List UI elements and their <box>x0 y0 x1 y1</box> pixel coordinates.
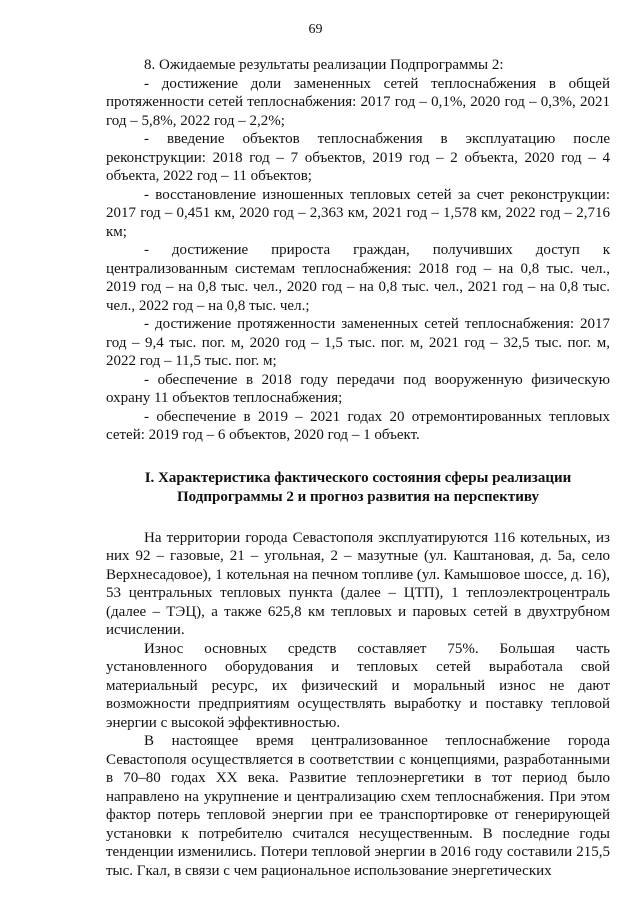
page-content <box>106 56 610 880</box>
result-item: - обеспечение в 2019 – 2021 годах 20 отремонтированных тепловых сетей: 2019 год – 6 объектов, 2020 год – 1 объект. <box>106 408 610 443</box>
page-number: 69 <box>308 22 323 37</box>
section-1-heading <box>106 469 610 507</box>
result-item: - обеспечение в 2018 году передачи под вооруженную физическую охрану 11 объектов теплоснабжения; <box>106 371 610 406</box>
section-1-heading-line-2: Подпрограммы 2 и прогноз развития на перспективу <box>177 488 539 505</box>
section-8-title: 8. Ожидаемые результаты реализации Подпрограммы 2: <box>144 57 504 73</box>
result-item: - введение объектов теплоснабжения в эксплуатацию после реконструкции: 2018 год – 7 объектов, 2019 год – 2 объекта, 2020 год – 4 объекта, 2022 год – 11 объектов; <box>106 131 610 184</box>
section-1-heading-line-1: I. Характеристика фактического состояния сферы реализации <box>144 469 572 486</box>
body-paragraph: На территории города Севастополя эксплуатируются 116 котельных, из них 92 – газовые, 21 – угольная, 2 – мазутные (ул. Каштановая, д. 5а, село Верхнесадовое), 1 котельная на печном топливе (ул. Камышовое шоссе, д. 16), 53 центральных тепловых пункта (далее – ЦТП), 1 теплоэлектроцентраль (далее – ТЭЦ), а также 625,8 км тепловых и паровых сетей в двухтрубном исчислении. <box>106 529 610 638</box>
result-item: - достижение доли замененных сетей теплоснабжения в общей протяженности сетей теплоснабжения: 2017 год – 0,1%, 2020 год – 0,3%, 2021 год – 5,8%, 2022 год – 2,2%; <box>106 75 610 129</box>
result-item: - восстановление изношенных тепловых сетей за счет реконструкции: 2017 год – 0,451 км, 2020 год – 2,363 км, 2021 год – 1,578 км, 2022 год – 2,716 км; <box>106 186 610 240</box>
result-item: - достижение протяженности замененных сетей теплоснабжения: 2017 год – 9,4 тыс. пог. м, 2020 год – 1,5 тыс. пог. м, 2021 год – 32,5 тыс. пог. м, 2022 год – 11,5 тыс. пог. м; <box>106 316 610 369</box>
body-paragraph: Износ основных средств составляет 75%. Большая часть установленного оборудования и тепловых сетей выработала свой материальный ресурс, их физический и моральный износ не дают возможности предприятиям осуществлять выработку и поставку тепловой энергии с высокой эффективностью. <box>106 640 610 731</box>
result-item: - достижение прироста граждан, получивших доступ к централизованным системам теплоснабжения: 2018 год – на 0,8 тыс. чел., 2019 год – на 0,8 тыс. чел., 2020 год – на 0,8 тыс. чел., 2021 год – на 0,8 тыс. чел., 2022 год – на 0,8 тыс. чел.; <box>106 242 610 314</box>
body-paragraph: В настоящее время централизованное теплоснабжение города Севастополя осуществляется в соответствии с концепциями, разработанными в 70–80 годах XX века. Развитие теплоэнергетики в тот период было направлено на укрупнение и централизацию схем теплоснабжения. При этом фактор потерь тепловой энергии при ее транспортировке от генерирующей установки к потребителю считался несущественным. В последние годы тенденции изменились. Потери тепловой энергии в 2016 году составили 215,5 тыс. Гкал, в связи с чем рациональное использование энергетических <box>106 733 610 879</box>
